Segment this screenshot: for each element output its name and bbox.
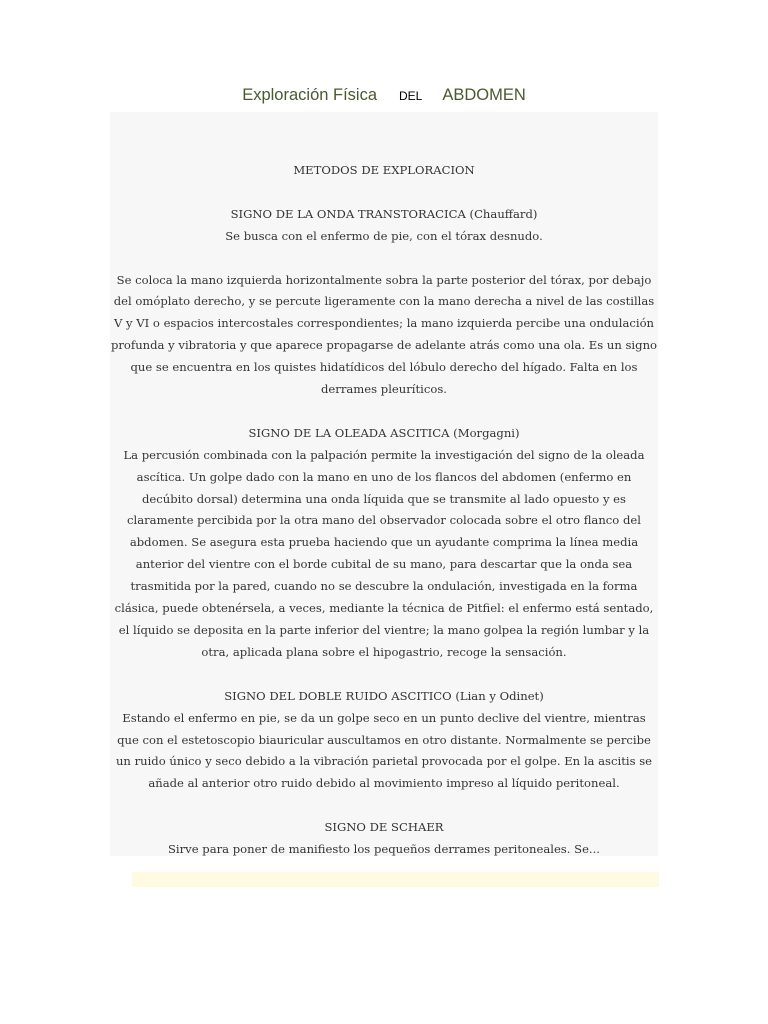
title-part-abdomen: ABDOMEN xyxy=(442,86,526,104)
section-body: Sirve para poner de manifiesto los pequeños derrames peritoneales. Se... xyxy=(167,842,600,856)
document-body xyxy=(110,160,658,856)
section-body: Se coloca la mano izquierda horizontalmente sobra la parte posterior del tórax, por debajo del omóplato derecho, y se percute ligeramente con la mano derecha a nivel de las costillas V y VI o espacios intercostales correspondientes; la mano izquierda percibe una ondulación profunda y vibratoria y que aparece propagarse de adelante atrás como una ola. Es un signo que se encuentra en los quistes hidatídicos del lóbulo derecho del hígado. Falta en los derrames pleuríticos. xyxy=(110,272,658,397)
title-part-del: DEL xyxy=(399,89,423,103)
paragraph-spacer xyxy=(110,182,658,204)
title-part-exploracion: Exploración Física xyxy=(242,86,378,104)
paragraph-spacer xyxy=(110,795,658,817)
section-body: Estando el enfermo en pie, se da un golpe seco en un punto declive del vientre, mientras que con el estetoscopio biauricular auscultamos en otro distante. Normalmente se percibe un ruido único y seco debido a la vibración parietal provocada por el golpe. En la ascitis se añade al anterior otro ruido debido al movimiento impreso al líquido peritoneal. xyxy=(115,710,653,791)
paragraph-spacer xyxy=(110,401,658,423)
document-title xyxy=(0,86,768,105)
document-preview-panel xyxy=(110,112,658,856)
section-intro: Se busca con el enfermo de pie, con el tórax desnudo. xyxy=(225,228,543,243)
section-title: SIGNO DE LA ONDA TRANSTORACICA (Chauffard) xyxy=(230,206,538,221)
section-body: La percusión combinada con la palpación permite la investigación del signo de la oleada ascítica. Un golpe dado con la mano en uno de los flancos del abdomen (enfermo en decúbito dorsal) determina una onda líquida que se transmite al lado opuesto y es claramente percibida por la otra mano del observador colocada sobre el otro flanco del abdomen. Se asegura esta prueba haciendo que un ayudante comprima la línea media anterior del vientre con el borde cubital de su mano, para descartar que la onda sea trasmitida por la pared, cuando no se descubre la ondulación, investigada en la forma clásica, puede obtenérsela, a veces, mediante la técnica de Pitfiel: el enfermo está sentado, el líquido se deposita en la parte inferior del vientre; la mano golpea la región lumbar y la otra, aplicada plana sobre el hipogastrio, recoge la sensación. xyxy=(114,447,654,659)
paragraph-spacer xyxy=(110,248,658,270)
paragraph-spacer xyxy=(110,664,658,686)
section-title: SIGNO DE LA OLEADA ASCITICA (Morgagni) xyxy=(248,425,520,440)
footer-highlight-bar xyxy=(132,872,659,887)
document-heading: METODOS DE EXPLORACION xyxy=(293,163,475,177)
section-title: SIGNO DEL DOBLE RUIDO ASCITICO (Lian y Odinet) xyxy=(224,688,544,703)
section-title: SIGNO DE SCHAER xyxy=(324,820,444,835)
